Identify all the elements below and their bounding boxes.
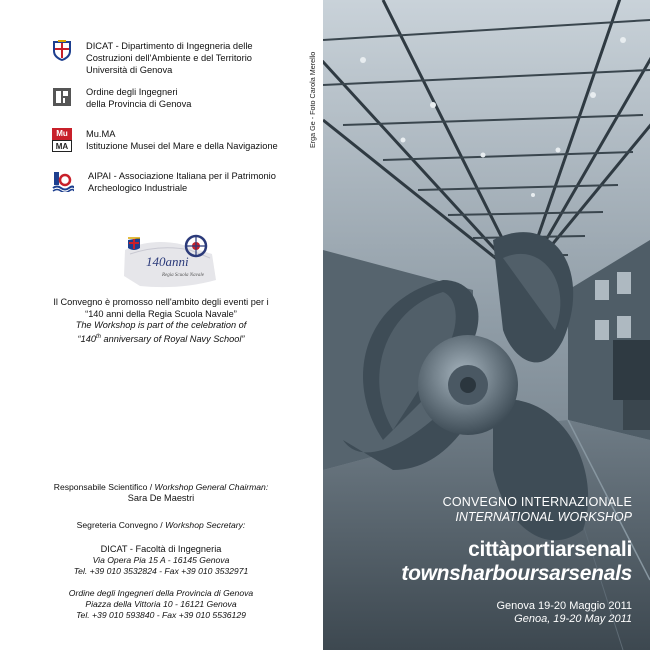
dicat-contact bbox=[6, 544, 316, 577]
anniversary-logo-icon bbox=[120, 230, 220, 292]
ordine-contact-name: Ordine degli Ingegneri della Provincia di Genova bbox=[68, 588, 254, 598]
org-dicat bbox=[52, 40, 253, 76]
org-line: Università di Genova bbox=[86, 65, 173, 75]
dicat-contact-address: Via Opera Pia 15 A - 16145 Genova bbox=[92, 555, 230, 565]
chair-label-en: Workshop General Chairman: bbox=[154, 482, 269, 492]
ordine-contact bbox=[6, 588, 316, 621]
org-line: Istituzione Musei del Mare e della Navigazione bbox=[86, 141, 278, 151]
back-panel bbox=[0, 0, 323, 650]
org-line: DICAT - Dipartimento di Ingegneria delle bbox=[86, 41, 253, 51]
event-type bbox=[443, 495, 632, 524]
ordine-contact-address: Piazza della Vittoria 10 - 16121 Genova bbox=[85, 599, 237, 609]
secretary-label-it: Segreteria Convegno / bbox=[76, 520, 166, 530]
org-line: Archeologico Industriale bbox=[88, 183, 188, 193]
chair-block bbox=[6, 482, 316, 504]
promo-line-en: The Workshop is part of the celebration of bbox=[75, 320, 247, 330]
photo-credit bbox=[306, 30, 318, 160]
promo-line: “140 anni della Regia Scuola Navale” bbox=[85, 308, 237, 319]
promo-line-en bbox=[6, 332, 316, 346]
event-type-it: CONVEGNO INTERNAZIONALE bbox=[442, 495, 632, 509]
org-line: AIPAI - Associazione Italiana per il Patrimonio bbox=[88, 171, 276, 181]
anniversary-logo-text: 140anni bbox=[146, 254, 189, 269]
secretary-label-en: Workshop Secretary: bbox=[165, 520, 246, 530]
promo-line4-post: anniversary of Royal Navy School” bbox=[100, 333, 245, 344]
org-aipai bbox=[52, 170, 276, 194]
ordine-ingegneri-logo-icon bbox=[52, 86, 72, 108]
cover-panel bbox=[323, 0, 650, 650]
muma-logo-bottom: MA bbox=[52, 140, 72, 152]
secretary-label bbox=[6, 520, 316, 531]
photo-credit-text: Erga Ge - Foto Carola Merello bbox=[308, 51, 317, 148]
event-date-it: Genova 19-20 Maggio 2011 bbox=[496, 600, 632, 612]
org-line: Costruzioni dell'Ambiente e del Territorio bbox=[86, 53, 252, 63]
dicat-contact-phone: Tel. +39 010 3532824 - Fax +39 010 3532971 bbox=[73, 566, 249, 576]
event-title-it: cittàportiarsenali bbox=[468, 538, 632, 561]
aipai-logo-icon bbox=[52, 170, 74, 192]
muma-logo-top: Mu bbox=[52, 128, 72, 140]
event-title-en: townsharboursarsenals bbox=[401, 562, 632, 585]
promo-text bbox=[6, 297, 316, 345]
org-muma bbox=[52, 128, 278, 152]
org-line: della Provincia di Genova bbox=[86, 99, 192, 109]
org-line: Mu.MA bbox=[86, 129, 116, 139]
chair-label-it: Responsabile Scientifico / bbox=[53, 482, 155, 492]
promo-line4-pre: “140 bbox=[77, 333, 96, 344]
genova-shield-icon bbox=[52, 40, 72, 62]
dicat-contact-name: DICAT - Facoltà di Ingegneria bbox=[100, 544, 222, 554]
event-date-en: Genoa, 19-20 May 2011 bbox=[514, 613, 632, 625]
chair-name: Sara De Maestri bbox=[127, 493, 195, 503]
event-type-en: INTERNATIONAL WORKSHOP bbox=[455, 510, 632, 524]
org-line: Ordine degli Ingegneri bbox=[86, 87, 178, 97]
secretary-block bbox=[6, 520, 316, 531]
event-date bbox=[496, 600, 632, 626]
muma-logo-icon bbox=[52, 128, 72, 152]
event-title bbox=[401, 538, 632, 586]
org-ordine bbox=[52, 86, 191, 110]
anniversary-logo-subtext: Regia Scuola Navale bbox=[162, 273, 204, 278]
chair-label bbox=[6, 482, 316, 493]
ordine-contact-phone: Tel. +39 010 593840 - Fax +39 010 5536129 bbox=[76, 610, 246, 620]
promo-line: Il Convegno è promosso nell'ambito degli eventi per i bbox=[53, 297, 269, 307]
promo-line4-sup: th bbox=[95, 333, 101, 340]
